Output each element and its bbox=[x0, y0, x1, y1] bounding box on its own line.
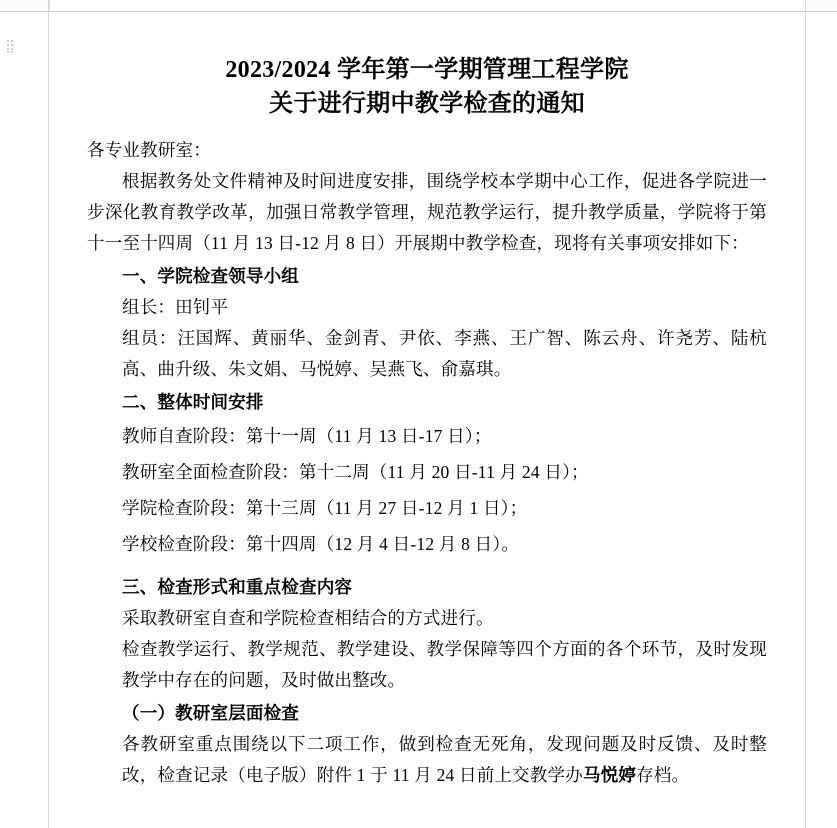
ruler-strip bbox=[0, 0, 837, 12]
intro-paragraph: 根据教务处文件精神及时间进度安排，围绕学校本学期中心工作，促进各学院进一步深化教育教学改革，加强日常教学管理，规范教学运行，提升教学质量，学院将于第十一至十四周（11 月 13 日-12 月 8 日）开展期中教学检查，现将有关事项安排如下： bbox=[87, 171, 767, 253]
ruler-segment-left bbox=[0, 0, 50, 11]
document-body bbox=[49, 13, 805, 828]
section-1-leader: 组长：田钊平 bbox=[122, 297, 229, 317]
section-3-paragraph-1: 采取教研室自查和学院检查相结合的方式进行。 bbox=[122, 608, 494, 628]
title-line-1: 2023/2024 学年第一学期管理工程学院 bbox=[225, 57, 629, 83]
section-1-heading: 一、学院检查领导小组 bbox=[122, 266, 299, 286]
section-3-1-text-bold: 马悦婷 bbox=[582, 765, 637, 785]
section-3-1-text-a: 各教研室重点围绕以下二项工作，做到检查无死角，发现问题及时反馈、及时整改，检查记录（电子版）附件 1 于 11 月 24 日前上交教学办 bbox=[122, 734, 767, 785]
section-3-1-heading: （一）教研室层面检查 bbox=[122, 703, 299, 723]
ruler-segment-right bbox=[805, 0, 837, 11]
page-title bbox=[87, 53, 767, 121]
section-2-item: 教研室全面检查阶段：第十二周（11 月 20 日-11 月 24 日）； bbox=[122, 462, 589, 482]
section-3-1-text-b: 存档。 bbox=[636, 765, 690, 785]
section-2-item: 教师自查阶段：第十一周（11 月 13 日-17 日）； bbox=[122, 426, 492, 446]
section-2-item: 学校检查阶段：第十四周（12 月 4 日-12 月 8 日）。 bbox=[122, 534, 520, 554]
drag-handle-icon[interactable] bbox=[7, 40, 14, 54]
section-1-members: 组员：汪国辉、黄丽华、金剑青、尹依、李燕、王广智、陈云舟、许尧芳、陆杭高、曲升级、朱文娟、马悦婷、吴燕飞、俞嘉琪。 bbox=[122, 328, 767, 379]
section-3-paragraph-2: 检查教学运行、教学规范、教学建设、教学保障等四个方面的各个环节，及时发现教学中存在的问题，及时做出整改。 bbox=[122, 639, 767, 690]
section-3-heading: 三、检查形式和重点检查内容 bbox=[122, 577, 353, 597]
page-right-border bbox=[805, 0, 806, 828]
section-3-1-paragraph bbox=[87, 729, 767, 791]
title-line-2: 关于进行期中教学检查的通知 bbox=[269, 91, 585, 117]
section-2-heading: 二、整体时间安排 bbox=[122, 392, 264, 412]
section-2-item: 学院检查阶段：第十三周（11 月 27 日-12 月 1 日）； bbox=[122, 498, 528, 518]
salutation: 各专业教研室： bbox=[87, 140, 211, 160]
